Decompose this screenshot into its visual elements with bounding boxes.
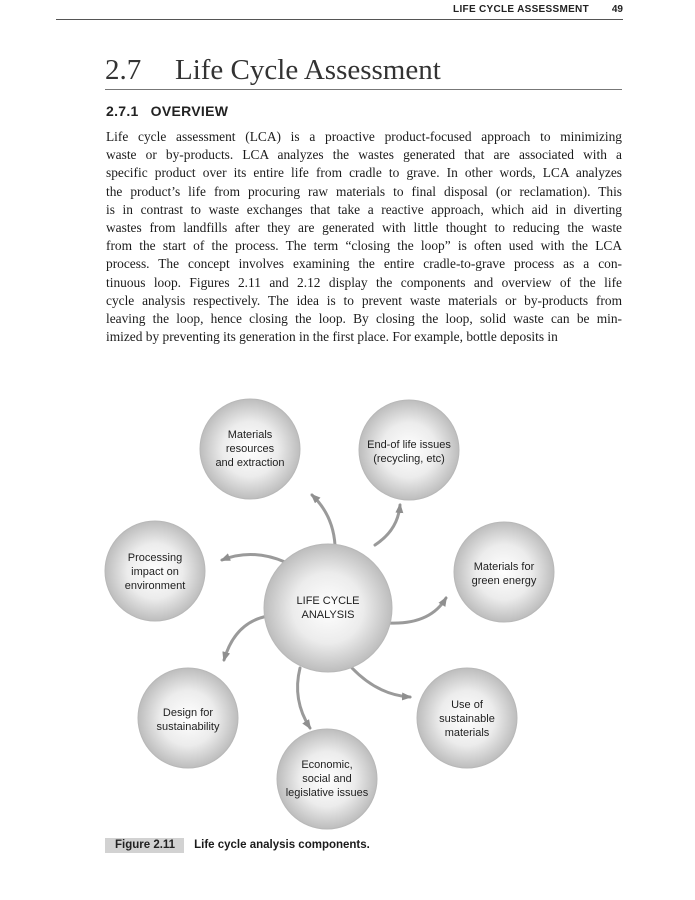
paragraph-line: is in contrast to waste exchanges that take a reactive approach, which aid in diverting bbox=[106, 201, 622, 217]
section-number: 2.7 bbox=[105, 54, 142, 86]
node-label-line: Design for bbox=[162, 707, 214, 719]
node-design bbox=[138, 668, 238, 768]
node-label-line: Materials for bbox=[473, 561, 535, 573]
arrow-to-green-energy bbox=[388, 598, 446, 623]
node-label-line: legislative issues bbox=[285, 787, 369, 799]
node-label-line: and extraction bbox=[215, 457, 285, 469]
figure-title: Life cycle analysis components. bbox=[194, 839, 370, 851]
node-label-line: Materials bbox=[227, 429, 273, 441]
node-label-line: Processing bbox=[127, 552, 183, 564]
node-materials-resources bbox=[200, 399, 300, 499]
section-title: Life Cycle Assessment bbox=[175, 54, 441, 86]
arrow-to-design bbox=[224, 616, 268, 660]
node-label-line: impact on bbox=[131, 566, 179, 578]
running-head-title: LIFE CYCLE ASSESSMENT bbox=[453, 4, 589, 15]
paragraph-line: imized by preventing its generation in the first place. For example, bottle deposits in bbox=[106, 329, 558, 345]
paragraph-line: from the start of the process. The term “closing the loop” is often used with the LCA bbox=[106, 238, 622, 254]
paragraph-line: waste or by-products. LCA analyzes the wastes generated that are associated with a bbox=[106, 147, 622, 163]
node-label-line: Use of bbox=[451, 699, 483, 711]
arrow-to-end-of-life bbox=[375, 505, 400, 545]
node-label-line: social and bbox=[302, 773, 352, 785]
center-label-line: LIFE CYCLE bbox=[296, 595, 360, 607]
paragraph-line: process. The concept involves examining the entire cradle-to-grave process as a con- bbox=[106, 256, 622, 272]
subsection-number: 2.7.1 bbox=[106, 103, 139, 119]
node-label-line: (recycling, etc) bbox=[373, 453, 445, 465]
page-number: 49 bbox=[611, 4, 623, 15]
node-label-line: environment bbox=[124, 580, 186, 592]
node-processing bbox=[105, 521, 205, 621]
node-green-energy bbox=[454, 522, 554, 622]
node-end-of-life bbox=[359, 400, 459, 500]
arrow-to-economic bbox=[298, 668, 310, 728]
paragraph-line: tinuous loop. Figures 2.11 and 2.12 display the components and overview of the life bbox=[106, 274, 622, 290]
paragraph-line: Life cycle assessment (LCA) is a proactive product-focused approach to minimizing bbox=[106, 129, 622, 144]
node-label-line: End-of life issues bbox=[367, 439, 451, 451]
node-sustainable-materials bbox=[417, 668, 517, 768]
node-label-line: sustainability bbox=[156, 721, 220, 733]
node-label-line: Economic, bbox=[301, 759, 353, 771]
node-label-line: green energy bbox=[471, 575, 537, 587]
arrow-to-sustainable-materials bbox=[352, 668, 410, 697]
node-economic bbox=[277, 729, 377, 829]
subsection-title: OVERVIEW bbox=[150, 103, 229, 119]
paragraph-line: the product’s life from procuring raw materials to final disposal (or reclamation). This bbox=[106, 183, 622, 199]
arrow-to-materials-resources bbox=[312, 495, 335, 545]
paragraph-line: wastes from landfills after they are generated with little thought to reducing the waste bbox=[106, 220, 622, 236]
node-label-line: materials bbox=[444, 727, 490, 739]
node-label-line: sustainable bbox=[439, 713, 495, 725]
center-label-line: ANALYSIS bbox=[301, 609, 355, 621]
paragraph-line: leaving the loop, hence closing the loop. By closing the loop, solid waste can be min- bbox=[106, 311, 622, 327]
paragraph-line: specific product over its entire life from cradle to grave. In other words, LCA analyzes bbox=[106, 165, 622, 181]
figure-caption bbox=[105, 838, 370, 855]
node-label-line: resources bbox=[225, 443, 275, 455]
figure-label: Figure 2.11 bbox=[105, 838, 184, 853]
arrow-to-processing bbox=[222, 554, 285, 562]
center-node bbox=[264, 544, 392, 672]
paragraph-line: cycle analysis respectively. The idea is to prevent waste materials or by-products from bbox=[106, 292, 622, 308]
